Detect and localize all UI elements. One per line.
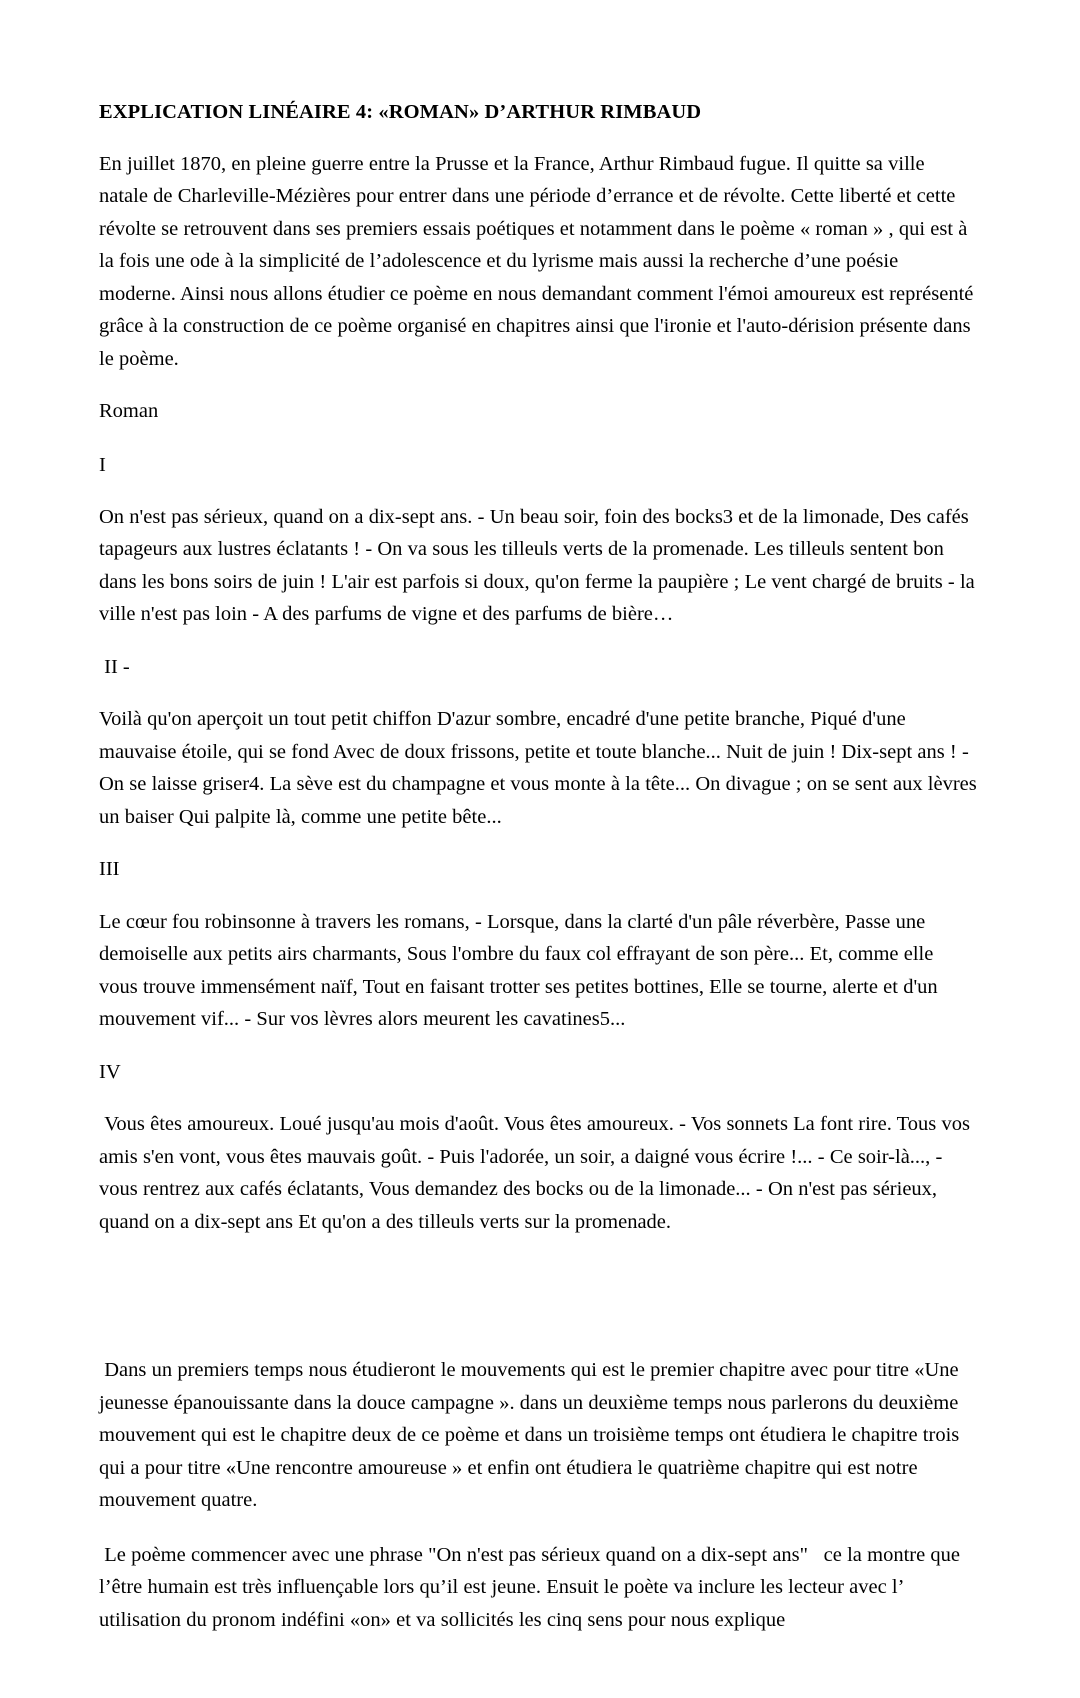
analysis-plan-paragraph: Dans un premiers temps nous étudieront le mouvements qui est le premier chapitre avec pour titre «Une jeunesse épanouissante dans la douce campagne ». dans un deuxième temps nous parlerons du deuxième mouvement qui est le chapitre deux de ce poème et dans un troisième temps ont étudiera le chapitre trois qui a pour titre «Une rencontre amoureuse » et enfin ont étudiera le quatrième chapitre qui est notre mouvement quatre. [99,1359,965,1512]
intro-paragraph: En juillet 1870, en pleine guerre entre la Prusse et la France, Arthur Rimbaud fugue. Il quitte sa ville natale de Charleville-Mézières pour entrer dans une période d’errance et de révolte. Cette liberté et cette révolte se retrouvent dans ses premiers essais poétiques et notamment dans le poème « roman » , qui est à la fois une ode à la simplicité de l’adolescence et du lyrisme mais aussi la recherche d’une poésie moderne. Ainsi nous allons étudier ce poème en nous demandant comment l'émoi amoureux est représenté grâce à la construction de ce poème organisé en chapitres ainsi que l'ironie et l'auto-dérision présente dans le poème. [99,152,979,370]
section-spacer [99,1258,977,1354]
poem-title: Roman [99,400,159,423]
poem-section-text-3: Le cœur fou robinsonne à travers les romans, - Lorsque, dans la clarté d'un pâle réverbère, Passe une demoiselle aux petits airs charmants, Sous l'ombre du faux col effrayant de son père... Et, comme elle vous trouve immensément naïf, Tout en faisant trotter ses petites bottines, Elle se tourne, alerte et d'un mouvement vif... - Sur vos lèvres alors meurent les cavatines5... [99,910,943,1031]
poem-section-text-2: Voilà qu'on aperçoit un tout petit chiffon D'azur sombre, encadré d'une petite branche, Piqué d'une mauvaise étoile, qui se fond Avec de doux frissons, petite et toute blanche... Nuit de juin ! Dix-sept ans ! - On se laisse griser4. La sève est du champagne et vous monte à la tête... On divague ; on se sent aux lèvres un baiser Qui palpite là, comme une petite bête... [99,708,982,828]
analysis-body [99,1354,977,1636]
poem-section-text-4: Vous êtes amoureux. Loué jusqu'au mois d'août. Vous êtes amoureux. - Vos sonnets La font rire. Tous vos amis s'en vont, vous êtes mauvais goût. - Puis l'adorée, un soir, a daigné vous écrire !... - Ce soir-là..., - vous rentrez aux cafés éclatants, Vous demandez des bocks ou de la limonade... - On n'est pas sérieux, quand on a dix-sept ans Et qu'on a des tilleuls verts sur la promenade. [99,1113,976,1233]
poem-section-numeral-4: IV [99,1060,121,1083]
poem-section-numeral-2: II - [99,655,130,678]
poem-body [99,449,982,1239]
analysis-first-paragraph: Le poème commencer avec une phrase "On n'est pas sérieux quand on a dix-sept ans" ce la montre que l’être humain est très influençable lors qu’il est jeune. Ensuit le poète va inclure les lecteur avec l’ utilisation du pronom indéfini «on» et va sollicités les cinq sens pour nous explique [99,1543,966,1631]
page-title: EXPLICATION LINÉAIRE 4: «ROMAN» D’ARTHUR RIMBAUD [99,101,702,123]
poem-section-numeral-3: III [99,858,120,881]
poem-section-text-1: On n'est pas sérieux, quand on a dix-sept ans. - Un beau soir, foin des bocks3 et de la limonade, Des cafés tapageurs aux lustres éclatants ! - On va sous les tilleuls verts de la promenade. Les tilleuls sentent bon dans les bons soirs de juin ! L'air est parfois si doux, qu'on ferme la paupière ; Le vent chargé de bruits - la ville n'est pas loin - A des parfums de vigne et des parfums de bière… [99,506,980,626]
poem-section-numeral-1: I [99,453,106,476]
